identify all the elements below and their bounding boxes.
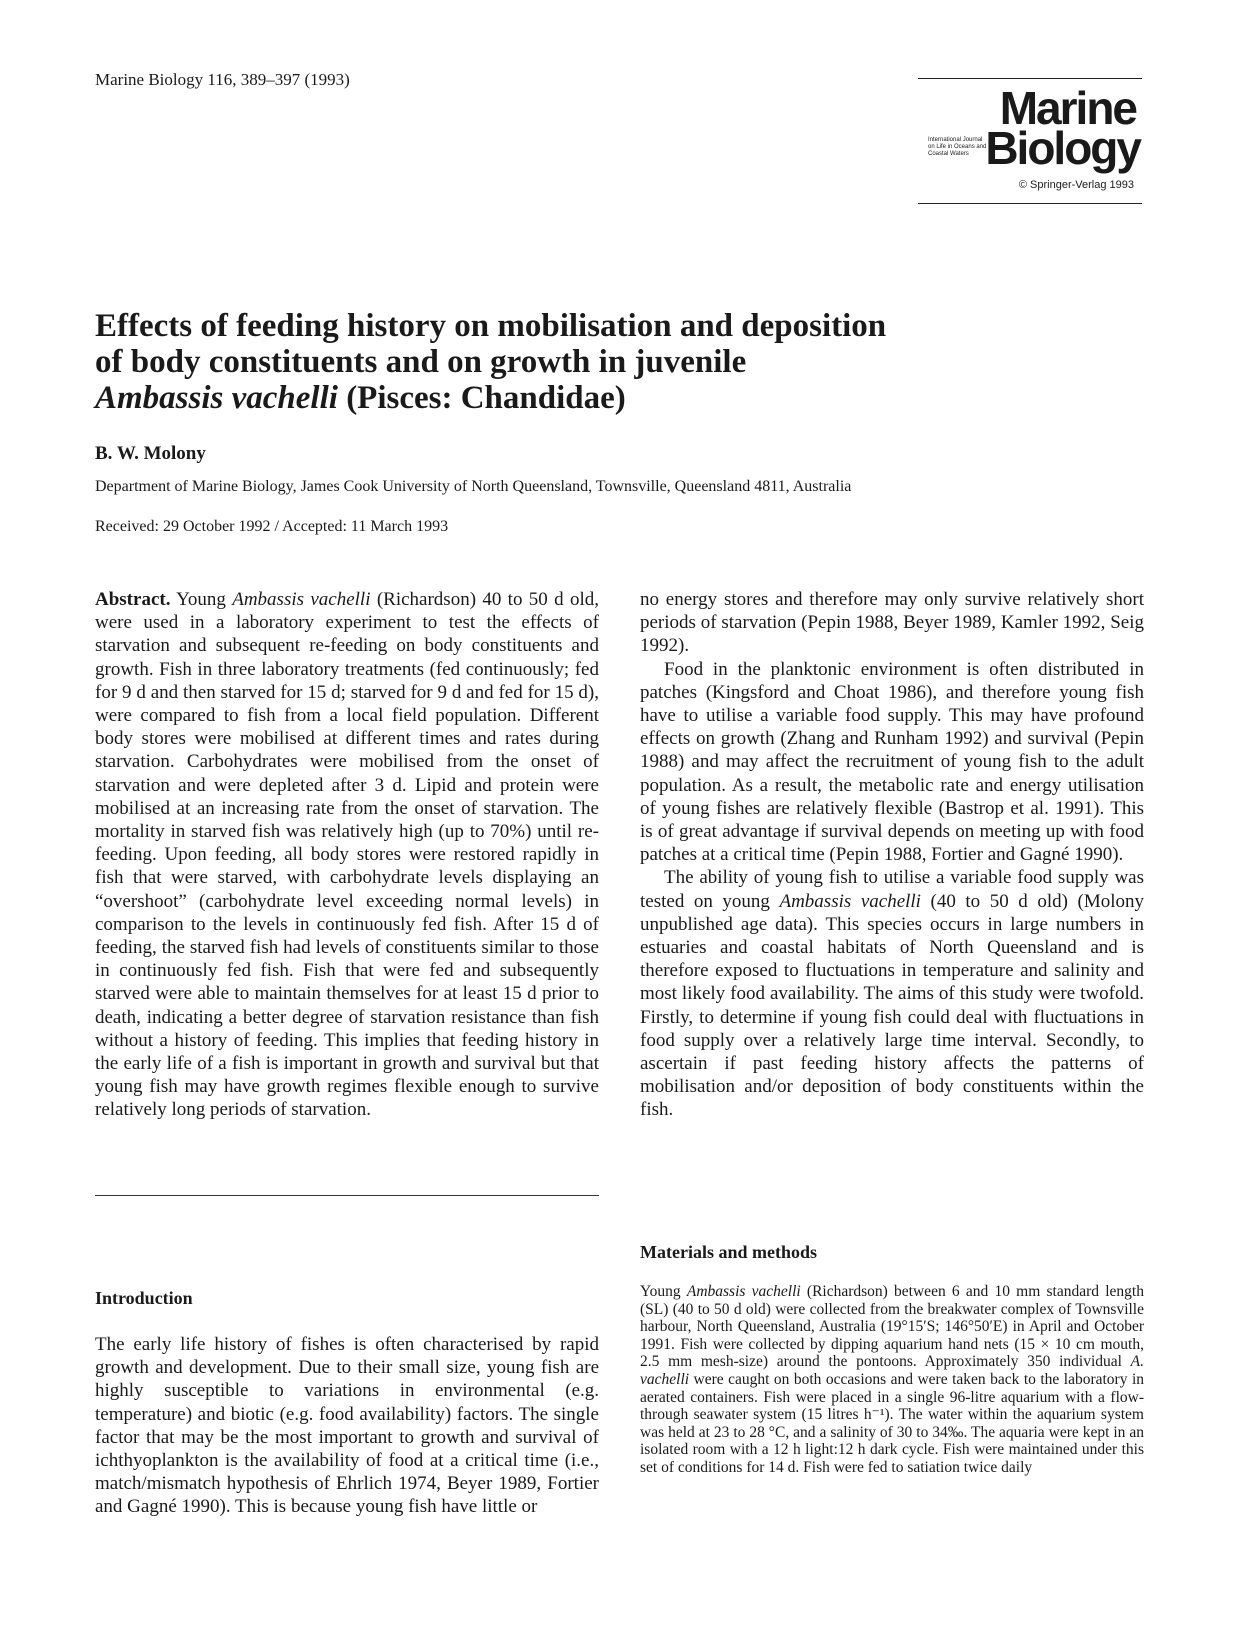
title-line-1: Effects of feeding history on mobilisation and deposition [95, 308, 887, 344]
abstract-divider [95, 1195, 599, 1196]
article-title [95, 308, 955, 416]
methods-body [640, 1283, 1144, 1477]
logo-copyright: © Springer-Verlag 1993 [1018, 179, 1134, 191]
methods-text-end: were caught on both occasions and were taken back to the laboratory in aerated containers. Fish were placed in a single 96-litre aquarium with a flow-through seawater system (15 litres h⁻¹). The water within the aquarium system was held at 23 to 28 °C, and a salinity of 30 to 34‰. The aquaria were kept in an isolated room with a 12 h light:12 h dark cycle. Fish were maintained under this set of conditions for 14 d. Fish were fed to satiation twice daily [640, 1370, 1144, 1476]
abstract [95, 588, 599, 1122]
paragraph-study-aims [640, 866, 1144, 1121]
paragraph-food-patches: Food in the planktonic environment is often distributed in patches (Kingsford and Choat 1986), and therefore young fish have to utilise a variable food supply. This may have profound effects on growth (Zhang and Runham 1992) and survival (Pepin 1988) and may affect the recruitment of young fish to the adult population. As a result, the metabolic rate and energy utilisation of young fishes are relatively flexible (Bastrop et al. 1991). This is of great advantage if survival depends on meeting up with food patches at a critical time (Pepin 1988, Fortier and Gagné 1990). [640, 658, 1144, 866]
paragraph-continued: no energy stores and therefore may only survive relatively short periods of starvation (Pepin 1988, Beyer 1989, Kamler 1992, Seig 1992). [640, 589, 1144, 657]
introduction-heading: Introduction [95, 1288, 193, 1308]
abstract-label: Abstract. [95, 589, 171, 610]
abstract-species: Ambassis vachelli [232, 589, 371, 610]
methods-heading: Materials and methods [640, 1242, 817, 1262]
methods-species-short: A. vachelli [640, 1353, 1144, 1388]
introduction-paragraph: The early life history of fishes is often characterised by rapid growth and development. Due to their small size, young fish are highly susceptible to variations in environmental (e.g. temperature) and biotic (e.g. food availability) factors. The single factor that may be the most important to growth and survival of ichthyoplankton is the availability of food at a critical time (i.e., match/mismatch hypothesis of Ehrlich 1974, Beyer 1989, Fortier and Gagné 1990). This is because young fish have little or [95, 1334, 599, 1518]
right-column-body [640, 588, 1144, 1122]
methods-paragraph [640, 1283, 1144, 1477]
aims-species: Ambassis vachelli [779, 890, 921, 912]
abstract-text: (Richardson) 40 to 50 d old, were used in a laboratory experiment to test the effects of starvation and subsequent re-feeding on body constituents and growth. Fish in three laboratory treatments (fed continuously; fed for 9 d and then starved for 15 d; starved for 9 d and fed for 15 d), were compared to fish from a local field population. Different body stores were mobilised at different times and rates during starvation. Carbohydrates were mobilised from the onset of starvation and were depleted after 3 d. Lipid and protein were mobilised at an increasing rate from the onset of starvation. The mortality in starved fish was relatively high (up to 70%) until re-feeding. Upon feeding, all body stores were restored rapidly in fish that were starved, with carbohydrate levels displaying an “overshoot” (carbohydrate level exceeding normal levels) in comparison to the levels in continuously fed fish. After 15 d of feeding, the starved fish had levels of constituents similar to those in continuously fed fish. Fish that were fed and subsequently starved were able to maintain themselves for at least 15 d prior to death, indicating a better degree of starvation resistance than fish without a history of feeding. This implies that feeding history in the early life of a fish is important in growth and survival but that young fish may have growth regimes flexible enough to survive relatively long periods of starvation. [95, 589, 599, 1121]
aims-text-start: The ability of young fish to utilise a variable food supply was tested on young [640, 867, 1144, 912]
methods-text: (Richardson) between 6 and 10 mm standard length (SL) (40 to 50 d old) were collected from the breakwater complex of Townsville harbour, North Queensland, Australia (19°15′S; 146°50′E) in April and October 1991. Fish were collected by dipping aquarium hand nets (15 × 10 cm mouth, 2.5 mm mesh-size) around the pontoons. Approximately 350 individual [640, 1283, 1144, 1371]
journal-logo [918, 78, 1142, 204]
title-line-2: of body constituents and on growth in juvenile [95, 344, 747, 380]
author-name: B. W. Molony [95, 443, 206, 464]
title-line-3 [95, 380, 955, 416]
logo-marine-text: Marine [999, 82, 1136, 134]
aims-text: (40 to 50 d old) (Molony unpublished age data). This species occurs in large numbers in estuaries and coastal habitats of North Queensland and is therefore exposed to fluctuations in temperature and salinity and most likely food availability. The aims of this study were twofold. Firstly, to determine if young fish could deal with fluctuations in food supply over a relatively large time interval. Secondly, to ascertain if past feeding history affects the patterns of mobilisation and/or deposition of body constituents within the fish. [640, 890, 1144, 1121]
title-taxonomy: (Pisces: Chandidae) [337, 380, 626, 416]
received-dates: Received: 29 October 1992 / Accepted: 11 March 1993 [95, 518, 449, 535]
journal-citation: Marine Biology 116, 389–397 (1993) [95, 70, 350, 89]
methods-species: Ambassis vachelli [686, 1283, 801, 1300]
title-species: Ambassis vachelli [95, 380, 338, 416]
logo-tagline: International Journal on Life in Oceans and Coastal Waters [928, 137, 987, 157]
logo-biology-text: Biology [985, 122, 1140, 174]
methods-text-start: Young [640, 1283, 687, 1300]
introduction-body [95, 1333, 599, 1519]
abstract-text-start: Young [170, 589, 233, 610]
author-affiliation: Department of Marine Biology, James Cook University of North Queensland, Townsville, Queensland 4811, Australia [95, 478, 852, 495]
